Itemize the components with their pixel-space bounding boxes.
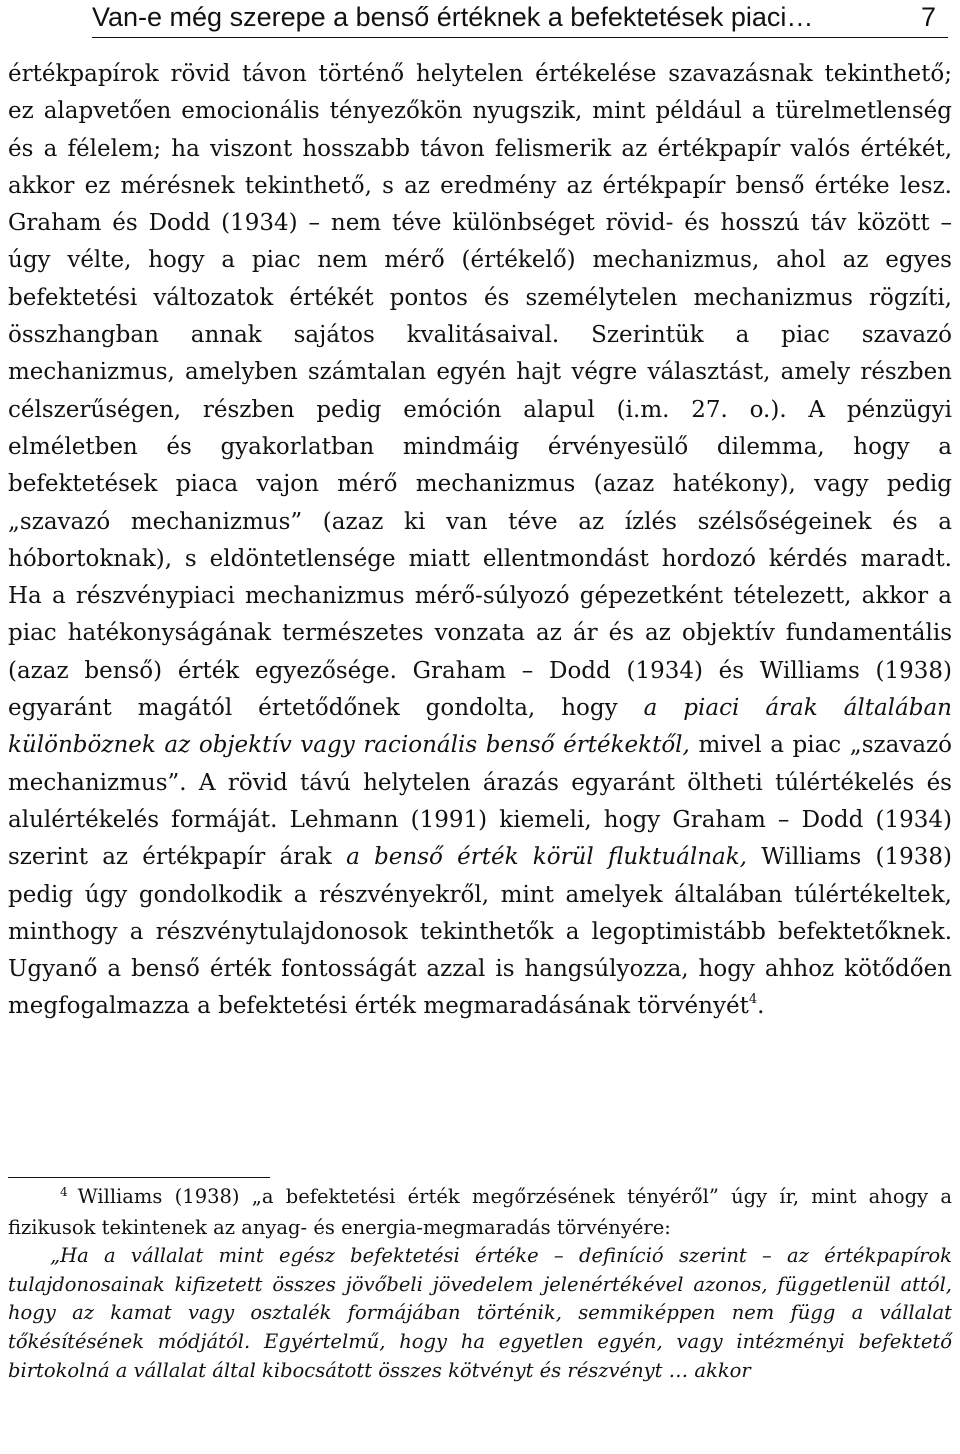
body-text-part-2: mivel a piac „szavazó mechanizmus”. A rövid távú helytelen árazás egyaránt öltheti túlértékelés és alulértékelés formáját. Lehmann (1991) kiemeli, hogy Graham – Dodd (1934) szerint az értékpapír árak: [8, 732, 952, 871]
body-text-part-3: Williams (1938) pedig úgy gondolkodik a részvényekről, mint amelyek általában túlértékeltek, minthogy a részvénytulajdonosok tekinthetők a legoptimistább befektetőknek. Ugyanő a benső érték fontosságát azzal is hangsúlyozza, hogy ahhoz kötődően megfogalmazza a befektetési érték megmaradásának törvényét: [8, 844, 952, 1020]
footnote-intro: Williams (1938) „a befektetési érték megőrzésének tényéről” úgy ír, mint ahogy a fizikusok tekintenek az anyag- és energia-megmaradás törvényére:: [8, 1185, 952, 1239]
running-header-title: Van-e még szerepe a benső értéknek a befektetések piaci…: [92, 2, 814, 32]
footnote-number: 4: [60, 1185, 68, 1199]
running-header: [92, 0, 942, 34]
footnote-reference[interactable]: 4: [748, 991, 758, 1007]
body-text-end: .: [757, 993, 765, 1020]
body-paragraph: [8, 56, 952, 1026]
footnote-quote: „Ha a vállalat mint egész befektetési értéke – definíció szerint – az értékpapírok tulajdonosainak kifizetett összes jövőbeli jövedelem jelenértékével azonos, függetlenül attól, hogy az kamat vagy osztalék formájában történik, semmiképpen nem függ a vállalat tőkésítésének módjától. Egyértelmű, hogy ha egyetlen egyén, vagy intézményi befektető birtokolná a vállalat által kibocsátott összes kötvényt és részvényt … akkor: [8, 1244, 952, 1382]
page-number: 7: [920, 2, 936, 32]
body-emphasis-2: a benső érték körül fluktuálnak,: [346, 844, 747, 871]
body-emphasis-1: a piaci árak általában különböznek az objektív vagy racionális benső értékektől,: [8, 695, 952, 759]
footnote-rule: [8, 1177, 270, 1178]
footnote-intro-paragraph: [8, 1183, 952, 1242]
footnote: [8, 1183, 952, 1385]
body-text-part-1: értékpapírok rövid távon történő helytelen értékelése szavazásnak tekinthető; ez alapvetően emocionális tényezőkön nyugszik, mint például a türelmetlenség és a félelem; ha viszont hosszabb távon felismerik az értékpapír valós értékét, akkor ez mérésnek tekinthető, s az eredmény az értékpapír benső értéke lesz. Graham és Dodd (1934) – nem téve különbséget rövid- és hosszú táv között – úgy vélte, hogy a piac nem mérő (értékelő) mechanizmus, ahol az egyes befektetési változatok értékét pontos és személytelen mechanizmus rögzíti, összhangban annak sajátos kvalitásaival. Szerintük a piac szavazó mechanizmus, amelyben számtalan egyén hajt végre választást, amely részben célszerűségen, részben pedig emóción alapul (i.m. 27. o.). A pénzügyi elméletben és gyakorlatban mindmáig érvényesülő dilemma, hogy a befektetések piaca vajon mérő mechanizmus (azaz hatékony), vagy pedig „szavazó mechanizmus” (azaz ki van téve az ízlés szélsőségeinek és a hóbortoknak), s eldöntetlensége miatt ellentmondást hordozó kérdés maradt. Ha a részvénypiaci mechanizmus mérő-súlyozó gépezetként tételezett, akkor a piac hatékonyságának természetes vonzata az ár és az objektív fundamentális (azaz benső) érték egyezősége. Graham – Dodd (1934) és Williams (1938) egyaránt magától értetődőnek gondolta, hogy: [8, 61, 952, 722]
header-rule: [92, 37, 948, 38]
